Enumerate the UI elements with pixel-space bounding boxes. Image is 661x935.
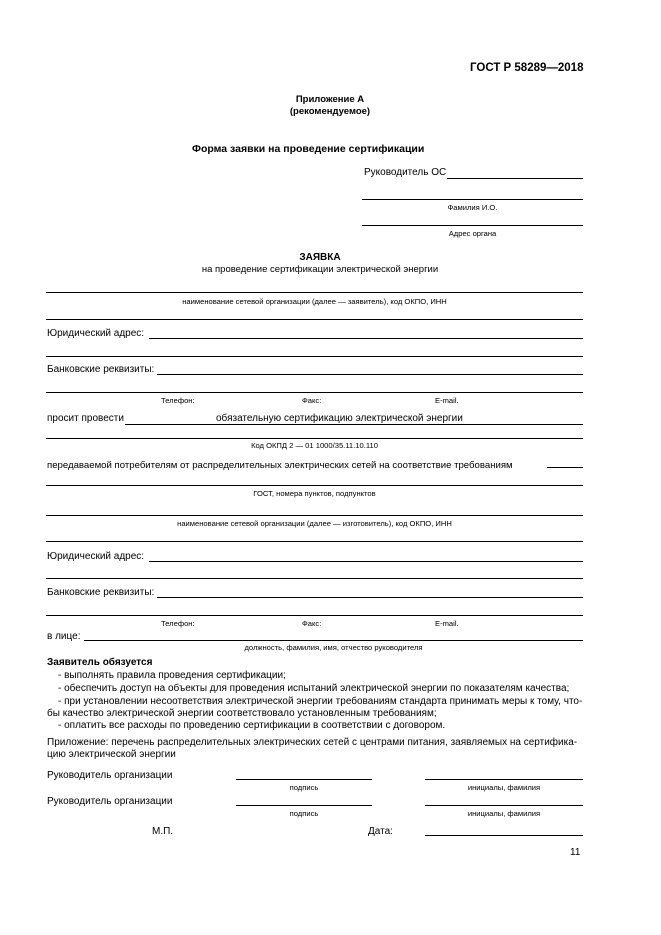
standard-number: ГОСТ Р 58289—2018 xyxy=(470,62,584,74)
date-label: Дата: xyxy=(368,826,393,837)
obligation-item: - при установлении несоответствия электрической энергии требованиям стандарта принимать меры к тому, что- xyxy=(58,696,583,707)
attachment-line-1: Приложение: перечень распределительных электрических сетей с центрами питания, заявляемых на сертифика- xyxy=(47,737,578,748)
address-line xyxy=(362,225,583,226)
applicant-extra-line xyxy=(46,319,583,320)
appendix-title: Приложение А xyxy=(295,94,365,105)
manufacturer-legal-address-line xyxy=(149,561,583,562)
initials-line xyxy=(425,805,583,806)
transmitted-line xyxy=(547,467,583,468)
manufacturer-fax-label: Факс: xyxy=(302,619,322,628)
represented-by-line xyxy=(84,640,583,641)
applicant-fax-label: Факс: xyxy=(302,396,322,405)
applicant-name-line xyxy=(46,292,583,293)
name-line xyxy=(362,199,583,200)
form-title: Форма заявки на проведение сертификации xyxy=(192,143,425,155)
represented-by-label: в лице: xyxy=(47,631,81,642)
request-value: обязательную сертификацию электрической энергии xyxy=(216,413,463,424)
applicant-legal-address-label: Юридический адрес: xyxy=(47,328,145,339)
name-caption: Фамилия И.О. xyxy=(447,203,498,212)
initials-line xyxy=(425,779,583,780)
manufacturer-phone-label: Телефон: xyxy=(161,619,195,628)
page-number: 11 xyxy=(570,847,581,858)
head-of-body-line xyxy=(447,178,583,179)
signature-caption: подпись xyxy=(289,809,319,818)
applicant-name-caption: наименование сетевой организации (далее — заявитель), код ОКПО, ИНН xyxy=(182,297,447,306)
manufacturer-bank-extra-line xyxy=(46,615,583,616)
signature-label: Руководитель организации xyxy=(47,796,173,807)
applicant-bank-details-line xyxy=(157,374,583,375)
manufacturer-bank-details-label: Банковские реквизиты: xyxy=(47,587,155,598)
attachment-line-2: цию электрической энергии xyxy=(47,749,176,760)
date-line xyxy=(425,835,583,836)
signature-label: Руководитель организации xyxy=(47,770,173,781)
gost-caption: ГОСТ, номера пунктов, подпунктов xyxy=(253,489,376,498)
stamp-place: М.П. xyxy=(152,826,174,837)
okpd-code: Код ОКПД 2 — 01 1000/35.11.10.110 xyxy=(251,441,378,450)
head-of-body-label: Руководитель ОС xyxy=(364,167,447,178)
represented-by-caption: должность, фамилия, имя, отчество руководителя xyxy=(244,643,423,652)
manufacturer-name-caption: наименование сетевой организации (далее — изготовитель), код ОКПО, ИНН xyxy=(177,519,452,528)
applicant-bank-details-label: Банковские реквизиты: xyxy=(47,364,155,375)
applicant-email-label: E-mail. xyxy=(435,396,459,405)
transmitted-text: передаваемой потребителям от распределительных электрических сетей на соответствие требованиям xyxy=(47,460,513,471)
signature-caption: подпись xyxy=(289,783,319,792)
obligation-item: - обеспечить доступ на объекты для проведения испытаний электрической энергии по показателям качества; xyxy=(58,683,570,694)
applicant-bank-extra-line xyxy=(46,392,583,393)
manufacturer-legal-address-label: Юридический адрес: xyxy=(47,551,145,562)
applicant-address-extra-line xyxy=(46,356,583,357)
manufacturer-email-label: E-mail. xyxy=(435,619,459,628)
manufacturer-extra-line xyxy=(46,541,583,542)
applicant-phone-label: Телефон: xyxy=(161,396,195,405)
obligation-item: - оплатить все расходы по проведению сертификации в соответствии с договором. xyxy=(58,720,446,731)
obligations-title: Заявитель обязуется xyxy=(47,657,153,668)
appendix-status: (рекомендуемое) xyxy=(289,106,371,117)
manufacturer-name-line xyxy=(46,515,583,516)
initials-caption: инициалы, фамилия xyxy=(467,809,541,818)
obligation-item: - выполнять правила проведения сертификации; xyxy=(58,670,286,681)
obligation-item-continuation: бы качество электрической энергии соответствовало установленным требованиям; xyxy=(47,708,437,719)
request-line xyxy=(125,424,583,425)
gost-line xyxy=(46,485,583,486)
application-subtitle: на проведение сертификации электрической энергии xyxy=(201,264,439,275)
manufacturer-address-extra-line xyxy=(46,578,583,579)
address-caption: Адрес органа xyxy=(448,229,497,238)
initials-caption: инициалы, фамилия xyxy=(467,783,541,792)
applicant-legal-address-line xyxy=(149,338,583,339)
application-title: ЗАЯВКА xyxy=(299,252,341,263)
signature-line xyxy=(236,779,372,780)
manufacturer-bank-details-line xyxy=(157,597,583,598)
signature-line xyxy=(236,805,372,806)
request-extra-line xyxy=(46,438,583,439)
request-label: просит провести xyxy=(47,413,124,424)
